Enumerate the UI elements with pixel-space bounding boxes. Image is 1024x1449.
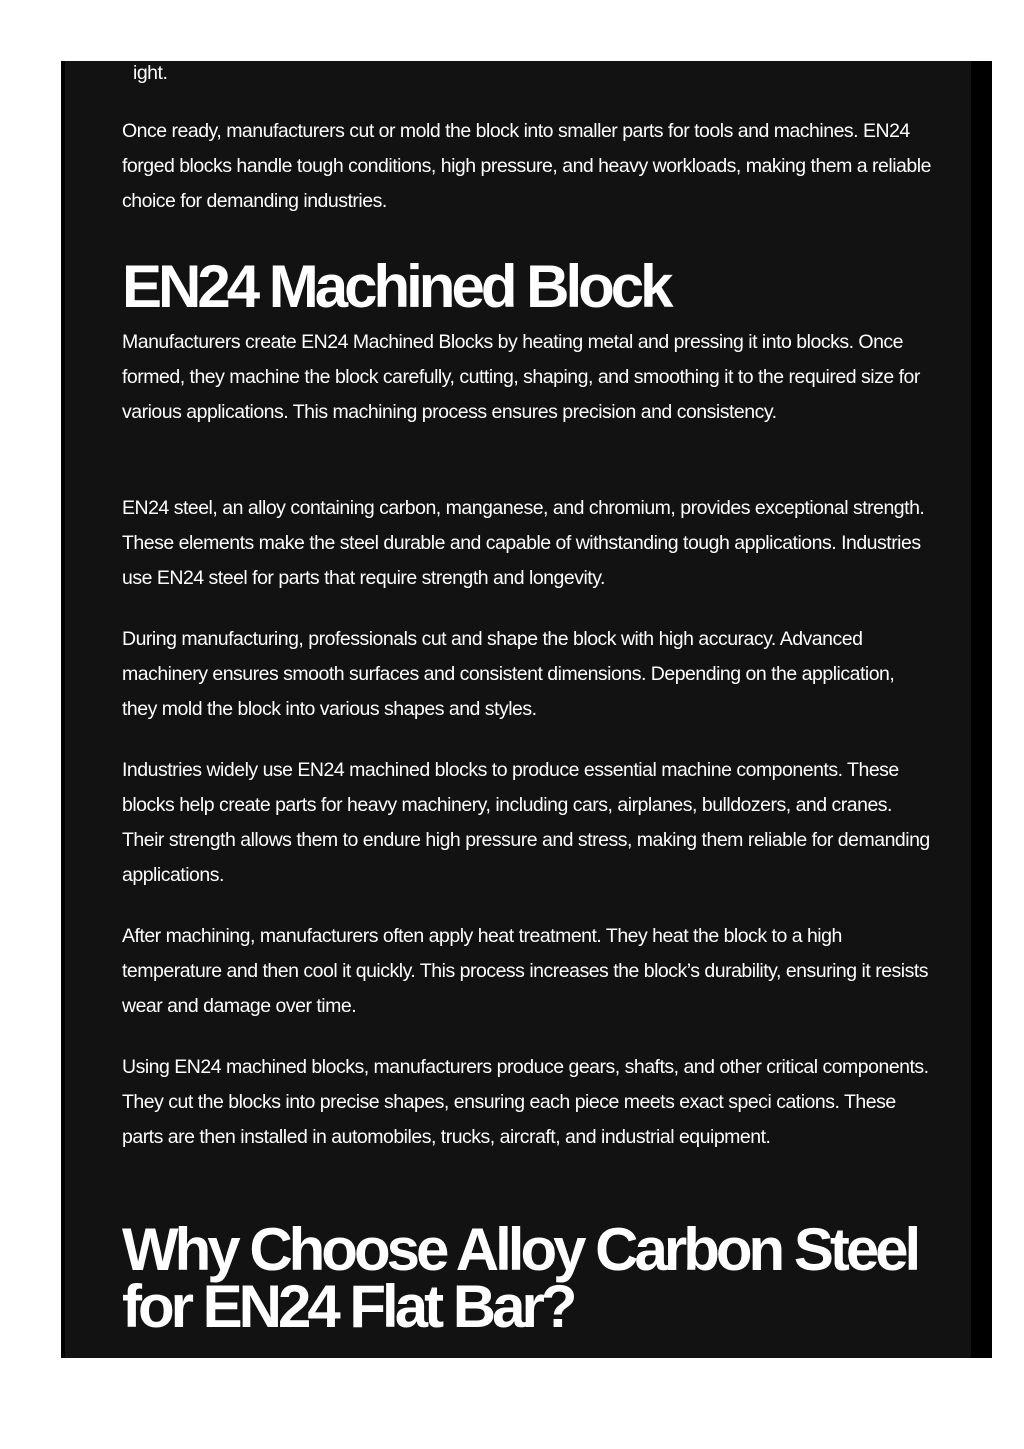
machined-paragraph-5: After machining, manufacturers often apply heat treatment. They heat the block to a high temperature and then cool it quickly. This process increases the block’s durability, ensuring it resists wear and damage over time. bbox=[122, 925, 929, 1017]
machined-paragraph-2: EN24 steel, an alloy containing carbon, manganese, and chromium, provides exceptional strength. These elements make the steel durable and capable of withstanding tough applications. Industries use EN24 steel for parts that require strength and longevity. bbox=[122, 497, 925, 589]
document-page bbox=[61, 61, 992, 1358]
machined-paragraph-6: Using EN24 machined blocks, manufacturers produce gears, shafts, and other critical components. They cut the blocks into precise shapes, ensuring each piece meets exact speci cations. These parts are then installed in automobiles, trucks, aircraft, and industrial equipment. bbox=[122, 1056, 929, 1148]
machined-paragraph-3: During manufacturing, professionals cut and shape the block with high accuracy. Advanced machinery ensures smooth surfaces and consistent dimensions. Depending on the application, they mold the block into various shapes and styles. bbox=[122, 628, 895, 720]
heading-en24-machined-block: EN24 Machined Block bbox=[122, 253, 670, 320]
text-fragment: ight. bbox=[133, 62, 168, 84]
machined-paragraph-4: Industries widely use EN24 machined blocks to produce essential machine components. These blocks help create parts for heavy machinery, including cars, airplanes, bulldozers, and cranes. Their strength allows them to endure high pressure and stress, making them reliable for demanding applications. bbox=[122, 759, 930, 886]
heading-why-choose-alloy-carbon-steel: Why Choose Alloy Carbon Steel for EN24 Flat Bar? bbox=[122, 1216, 918, 1340]
machined-paragraph-1: Manufacturers create EN24 Machined Blocks by heating metal and pressing it into blocks. Once formed, they machine the block carefully, cutting, shaping, and smoothing it to the required size for various applications. This machining process ensures precision and consistency. bbox=[122, 331, 920, 423]
content-area bbox=[65, 61, 971, 1358]
intro-paragraph: Once ready, manufacturers cut or mold the block into smaller parts for tools and machines. EN24 forged blocks handle tough conditions, high pressure, and heavy workloads, making them a reliable choice for demanding industries. bbox=[122, 120, 931, 212]
